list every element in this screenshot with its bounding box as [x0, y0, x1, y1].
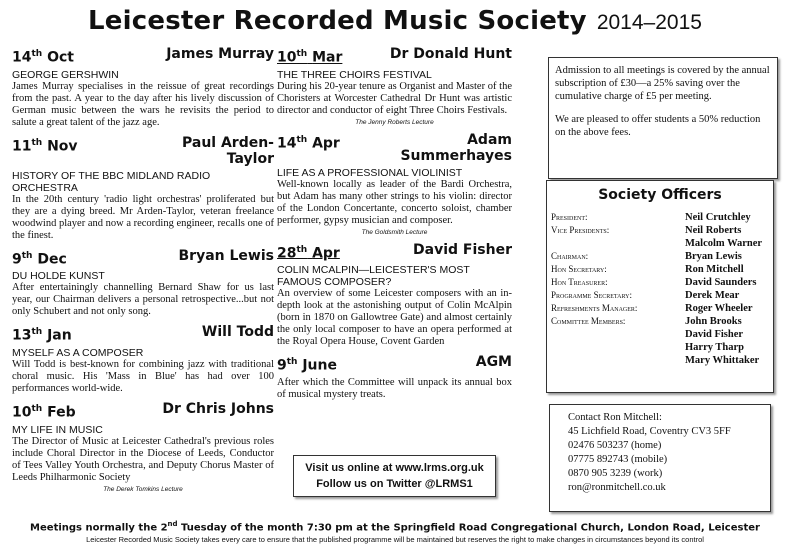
event-description: Well-known locally as leader of the Bardi Orchestra, but Adam has many other strings to his violin: director of the London Concertante, concerto soloist, chamber performer, gypsy musician and composer. [277, 178, 512, 226]
event-date: 10th Feb [12, 403, 76, 421]
event-description: Will Todd is best-known for combining jazz with traditional choral music. His 'Mass in Blue' has had over 100 performances world-wide. [12, 358, 274, 394]
officers-list [547, 211, 773, 367]
officer-name: Neil Roberts [685, 225, 742, 236]
officer-row [547, 263, 773, 276]
event-header [277, 132, 512, 164]
officer-row [547, 315, 773, 328]
officer-row [547, 276, 773, 289]
event-speaker: AGM [475, 354, 512, 371]
event-description: After which the Committee will unpack its annual box of musical mystery treats. [277, 376, 512, 400]
officer-role: Refreshments Manager: [551, 303, 638, 313]
event-lecture: The Derek Tomkins Lecture [103, 485, 183, 493]
twitter-link[interactable]: Follow us on Twitter @LRMS1 [316, 478, 473, 490]
contact-mobile-phone: 07775 892743 (mobile) [568, 454, 668, 465]
event-header [12, 46, 274, 66]
event-speaker: Will Todd [201, 324, 274, 341]
event-header [12, 401, 274, 421]
event-subject: COLIN MCALPIN—LEICESTER'S MOST FAMOUS COMPOSER? [277, 264, 470, 289]
event-apr-14 [277, 132, 512, 236]
event-speaker: Adam Summerhayes [400, 131, 512, 164]
event-subject: THE THREE CHOIRS FESTIVAL [277, 68, 432, 81]
event-apr-28 [277, 242, 512, 349]
contact-heading: Contact Ron Mitchell: [568, 412, 662, 423]
event-lecture: The Goldsmith Lecture [361, 228, 428, 236]
event-june [277, 354, 512, 401]
poster-title [0, 6, 790, 36]
officer-row [547, 289, 773, 302]
officers-title: Society Officers [598, 187, 722, 203]
event-oct [12, 46, 274, 129]
student-discount-text: We are pleased to offer students a 50% reduction on the above fees. [555, 114, 761, 138]
event-subject: LIFE AS A PROFESSIONAL VIOLINIST [277, 166, 463, 179]
event-description: An overview of some Leicester composers with an in-depth look at the astonishing output of Colin McAlpin (born in 1870 on Gallowtree Gate) and almost certainly the only local composer to have an opera performed at the Royal Opera House, Covent Garden [277, 288, 512, 348]
officer-name: Malcolm Warner [685, 238, 763, 249]
officer-row [547, 302, 773, 315]
admission-box [548, 57, 778, 179]
officer-role: Chairman: [551, 251, 589, 261]
officer-role [547, 354, 685, 367]
programme-column-2 [277, 46, 512, 407]
event-speaker: David Fisher [413, 241, 512, 258]
event-description: James Murray specialises in the reissue of great recordings from the past. A year to the day after his lively discussion of German music between the wars he revisits the period to salute a great talent of the jazz age. [12, 80, 274, 128]
website-link[interactable]: Visit us online at www.lrms.org.uk [305, 462, 484, 474]
officer-role [547, 237, 685, 250]
event-description: The Director of Music at Leicester Cathedral's previous roles include Choral Director in the Diocese of Leeds, Conductor of Tees Valley Youth Orchestra, and Deputy Chorus Master of Leeds Philharmonic Society [12, 435, 274, 483]
officer-role: President: [551, 212, 588, 222]
event-speaker: James Murray [166, 46, 274, 62]
event-description: During his 20-year tenure as Organist and Master of the Choristers at Worcester Cathedral Dr Hunt was artistic director and conductor of eight Three Choirs Festivals. [277, 80, 512, 116]
officer-role: Programme Secretary: [551, 290, 632, 300]
admission-fee-text: Admission to all meetings is covered by the annual subscription of £30—a 25% saving over the cumulative charge of £5 per meeting. [555, 65, 770, 102]
event-header [277, 242, 512, 262]
officer-name: Derek Mear [685, 290, 740, 301]
contact-home-phone: 02476 503237 (home) [568, 440, 662, 451]
event-date: 28th Apr [277, 244, 340, 262]
contact-address: 45 Lichfield Road, Coventry CV3 5FF [568, 426, 731, 437]
officer-role: Committee Members: [551, 316, 626, 326]
event-nov [12, 135, 274, 242]
officer-name: David Saunders [685, 277, 757, 288]
event-header [12, 135, 274, 167]
officer-row [547, 224, 773, 237]
contact-box [549, 404, 771, 512]
event-lecture: The Jenny Roberts Lecture [355, 118, 434, 126]
event-subject: MYSELF AS A COMPOSER [12, 346, 144, 359]
event-feb [12, 401, 274, 493]
season: 2014–2015 [596, 11, 702, 34]
event-subject: GEORGE GERSHWIN [12, 68, 119, 81]
event-date: 10th Mar [277, 49, 343, 66]
society-name: Leicester Recorded Music Society [88, 6, 587, 36]
event-subject: DU HOLDE KUNST [12, 270, 105, 283]
officer-row [547, 328, 773, 341]
officer-name: Ron Mitchell [685, 264, 744, 275]
event-date: 14th Apr [277, 134, 340, 152]
event-subject: MY LIFE IN MUSIC [12, 423, 103, 436]
officers-box [546, 180, 774, 393]
officer-role [547, 341, 685, 354]
officer-row [547, 341, 773, 354]
contact-email[interactable]: ron@ronmitchell.co.uk [568, 482, 666, 493]
event-dec [12, 248, 274, 319]
officer-role [547, 328, 685, 341]
event-speaker: Dr Chris Johns [162, 400, 274, 417]
officer-row [547, 250, 773, 263]
event-jan [12, 324, 274, 395]
officer-row [547, 237, 773, 250]
officer-role: Vice Presidents: [551, 225, 610, 235]
event-speaker: Dr Donald Hunt [389, 46, 512, 62]
officer-role: Hon Treasurer: [551, 277, 608, 287]
officer-role: Hon Secretary: [551, 264, 607, 274]
event-description: In the 20th century 'radio light orchestras' proliferated but they are a dying breed. Mr Arden-Taylor, veteran freelance woodwind player and now a recording engineer, recalls one of the finest. [12, 193, 274, 241]
officer-name: Neil Crutchley [685, 212, 751, 223]
event-description: After entertainingly channelling Bernard Shaw for us last year, our Chairman delivers a personal retrospective...but not only Schubert and not only song. [12, 282, 274, 318]
meeting-info: Meetings normally the 2nd Tuesday of the month 7:30 pm at the Springfield Road Congregational Church, London Road, Leicester [30, 520, 760, 534]
event-header [12, 324, 274, 344]
event-date: 9th Dec [12, 250, 67, 268]
officer-name: Harry Tharp [685, 342, 745, 353]
officer-name: Mary Whittaker [685, 355, 760, 366]
event-date: 11th Nov [12, 137, 78, 155]
officer-name: David Fisher [685, 329, 744, 340]
event-header [12, 248, 274, 268]
officer-name: John Brooks [685, 316, 742, 327]
programme-column-1 [12, 46, 274, 499]
event-date: 13th Jan [12, 327, 72, 344]
officer-name: Roger Wheeler [685, 303, 753, 314]
event-mar [277, 46, 512, 126]
event-date: 9th June [277, 357, 337, 374]
event-speaker: Paul Arden-Taylor [181, 134, 274, 167]
event-subject: HISTORY OF THE BBC MIDLAND RADIO ORCHESTRA [12, 169, 211, 194]
event-date: 14th Oct [12, 49, 74, 66]
disclaimer: Leicester Recorded Music Society takes every care to ensure that the published programme will be maintained but reserves the right to make changes in circumstances beyond its control [86, 535, 704, 544]
officer-name: Bryan Lewis [685, 251, 742, 262]
officer-row [547, 354, 773, 367]
event-header [277, 354, 512, 374]
web-box [293, 455, 496, 497]
officer-row [547, 211, 773, 224]
event-speaker: Bryan Lewis [178, 247, 274, 264]
contact-work-phone: 0870 905 3239 (work) [568, 468, 663, 479]
event-header [277, 46, 512, 66]
